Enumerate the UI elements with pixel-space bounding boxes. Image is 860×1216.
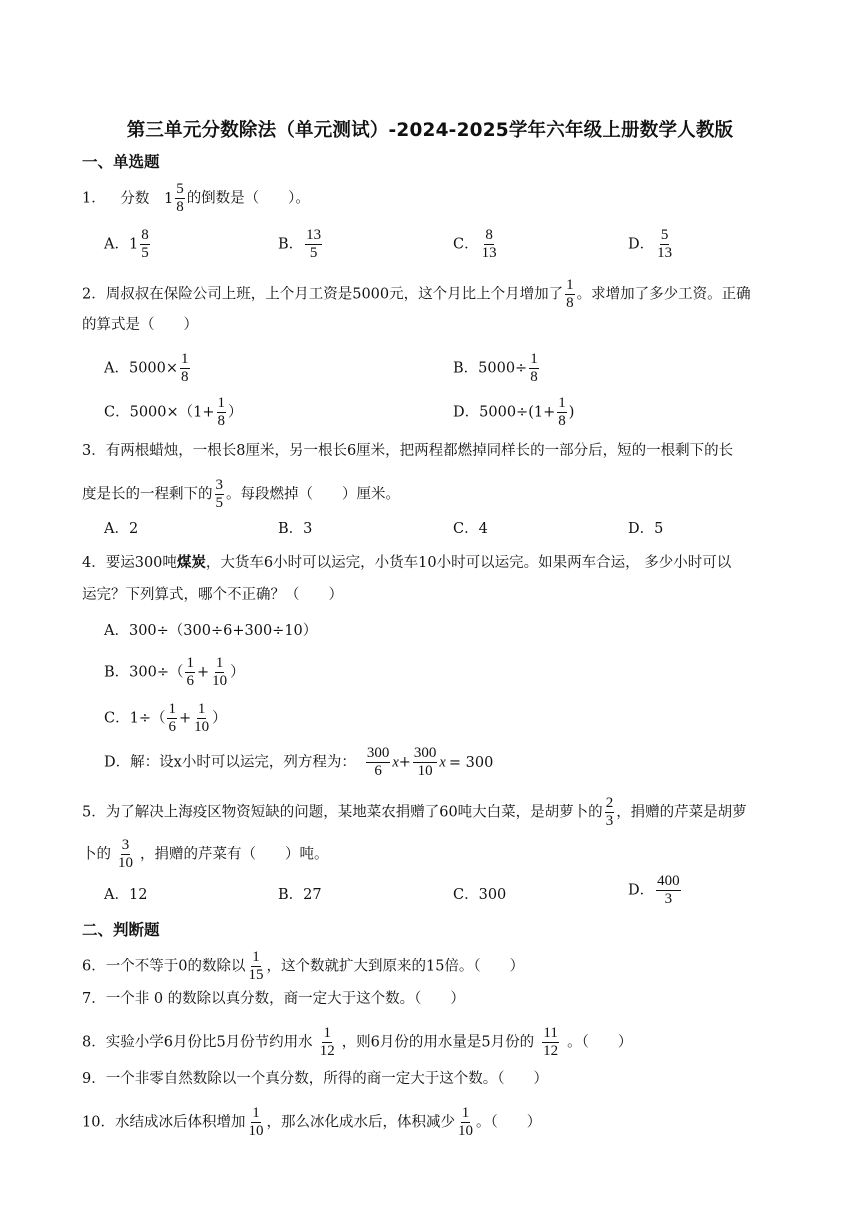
- question-4: 4．要运300吨煤炭，大货车6小时可以运完，小货车10小时可以运完。如果两车合运， 多少小时可以: [82, 555, 732, 571]
- option-a[interactable]: A．2: [104, 521, 139, 537]
- fraction: $\frac{1}{8}$: [217, 395, 226, 429]
- question-number: 3．: [82, 443, 106, 459]
- fraction: $\frac{11}{12}$: [543, 1025, 559, 1059]
- option-d[interactable]: D．5: [628, 521, 664, 537]
- fraction: $\frac{1}{8}$: [558, 395, 566, 429]
- option-b[interactable]: B．3: [278, 521, 313, 537]
- option-b[interactable]: B．300÷（ $\frac{1}{6}$ + $\frac{1}{10}$ ）: [104, 655, 245, 689]
- fraction: $\frac{5}{8}$: [176, 181, 184, 215]
- section-heading-true-false: 二、判断题: [82, 921, 160, 939]
- fraction: $\frac{1}{10}$: [248, 1105, 264, 1139]
- question-number: 8．: [82, 1034, 106, 1051]
- option-b[interactable]: B．27: [278, 887, 322, 903]
- question-5: 5．为了解决上海疫区物资短缺的问题，某地菜农捐赠了60吨大白菜，是胡萝卜的 $\frac{2}{3}$ ，捐赠的芹菜是胡萝: [82, 795, 747, 829]
- fraction: $\frac{1}{6}$: [168, 701, 176, 735]
- option-d[interactable]: D． $\frac{5}{13}$: [628, 227, 673, 261]
- question-7: 7．一个非 0 的数除以真分数，商一定大于这个数。（ ）: [82, 991, 465, 1007]
- option-a[interactable]: A．12: [104, 887, 148, 903]
- option-b[interactable]: B． $\frac{13}{5}$: [278, 227, 322, 261]
- fraction: $\frac{1}{10}$: [457, 1105, 473, 1139]
- option-a[interactable]: A．1 $\frac{8}{5}$: [104, 227, 149, 261]
- question-number: 10．: [82, 1114, 115, 1131]
- option-d[interactable]: D．5000÷(1+ $\frac{1}{8}$ ): [453, 395, 575, 429]
- fraction: $\frac{3}{5}$: [215, 477, 223, 511]
- option-c[interactable]: C．300: [453, 887, 507, 903]
- fraction: $\frac{1}{12}$: [319, 1025, 335, 1059]
- section-heading-single-choice: 一、单选题: [82, 153, 160, 171]
- option-b[interactable]: B．5000÷ $\frac{1}{8}$: [453, 351, 538, 385]
- option-c[interactable]: C． $\frac{8}{13}$: [453, 227, 497, 261]
- option-a[interactable]: A．5000× $\frac{1}{8}$: [104, 351, 189, 385]
- option-a[interactable]: A．300÷（300÷6+300÷10）: [104, 623, 318, 639]
- fraction: $\frac{1}{10}$: [212, 655, 228, 689]
- question-number: 6．: [82, 958, 106, 975]
- fraction: $\frac{3}{10}$: [118, 837, 133, 871]
- fraction: $\frac{8}{13}$: [481, 227, 497, 261]
- fraction: $\frac{300}{10}$: [413, 745, 437, 779]
- fraction: $\frac{8}{5}$: [141, 227, 149, 261]
- option-c[interactable]: C．1÷（ $\frac{1}{6}$ + $\frac{1}{10}$ ）: [104, 701, 227, 735]
- question-1: 1． 分数 1 $\frac{5}{8}$ 的倒数是（ ）。: [82, 181, 310, 215]
- question-number: 2．: [82, 286, 106, 303]
- question-number: 9．: [82, 1071, 106, 1087]
- fraction: $\frac{5}{13}$: [657, 227, 673, 261]
- question-2: 2．周叔叔在保险公司上班，上个月工资是5000元，这个月比上个月增加了 $\frac{1}{8}$ 。求增加了多少工资。正确: [82, 277, 751, 311]
- question-5-line-2: 卜的 $\frac{3}{10}$ ，捐赠的芹菜有（ ）吨。: [82, 837, 329, 871]
- fraction: $\frac{1}{10}$: [194, 701, 210, 735]
- fraction: $\frac{400}{3}$: [657, 873, 680, 907]
- fraction: $\frac{2}{3}$: [605, 795, 614, 829]
- fraction: $\frac{1}{15}$: [248, 949, 264, 983]
- question-number: 5．: [82, 804, 106, 821]
- fraction: $\frac{13}{5}$: [306, 227, 322, 261]
- question-number: 4．: [82, 555, 106, 571]
- question-2-line-2: 的算式是（ ）: [82, 317, 198, 333]
- option-d[interactable]: D． $\frac{400}{3}$: [628, 873, 680, 907]
- option-c[interactable]: C．5000×（1+ $\frac{1}{8}$ ）: [104, 395, 243, 429]
- fraction: $\frac{1}{8}$: [530, 351, 538, 385]
- fraction: $\frac{1}{8}$: [181, 351, 189, 385]
- question-3: 3．有两根蜡烛，一根长8厘米，另一根长6厘米，把两程都燃掉同样长的一部分后，短的一根剩下的长: [82, 443, 734, 459]
- page-title: 第三单元分数除法（单元测试）-2024-2025学年六年级上册数学人教版: [126, 120, 734, 141]
- question-4-line-2: 运完？下列算式，哪个不正确？（ ）: [82, 587, 343, 603]
- question-3-line-2: 度是长的一程剩下的 $\frac{3}{5}$ 。每段燃掉（ ）厘米。: [82, 477, 400, 511]
- question-8: 8．实验小学6月份比5月份节约用水 $\frac{1}{12}$ ，则6月份的用水量是5月份的 $\frac{11}{12}$ 。（ ）: [82, 1025, 633, 1059]
- fraction: $\frac{1}{8}$: [566, 277, 574, 311]
- option-c[interactable]: C．4: [453, 521, 488, 537]
- question-6: 6．一个不等于0的数除以 $\frac{1}{15}$ ，这个数就扩大到原来的15倍。（ ）: [82, 949, 525, 983]
- question-number: 1．: [82, 190, 106, 207]
- question-number: 7．: [82, 991, 106, 1007]
- fraction: $\frac{300}{6}$: [366, 745, 390, 779]
- question-9: 9．一个非零自然数除以一个真分数，所得的商一定大于这个数。（ ）: [82, 1071, 548, 1087]
- question-10: 10．水结成冰后体积增加 $\frac{1}{10}$ ，那么冰化成水后，体积减少 $\frac{1}{10}$ 。（ ）: [82, 1105, 542, 1139]
- fraction: $\frac{1}{6}$: [186, 655, 194, 689]
- option-d[interactable]: D．解：设x小时可以运完，列方程为： $\frac{300}{6}$ x+ $\frac{300}{10}$ x = 300: [104, 745, 494, 779]
